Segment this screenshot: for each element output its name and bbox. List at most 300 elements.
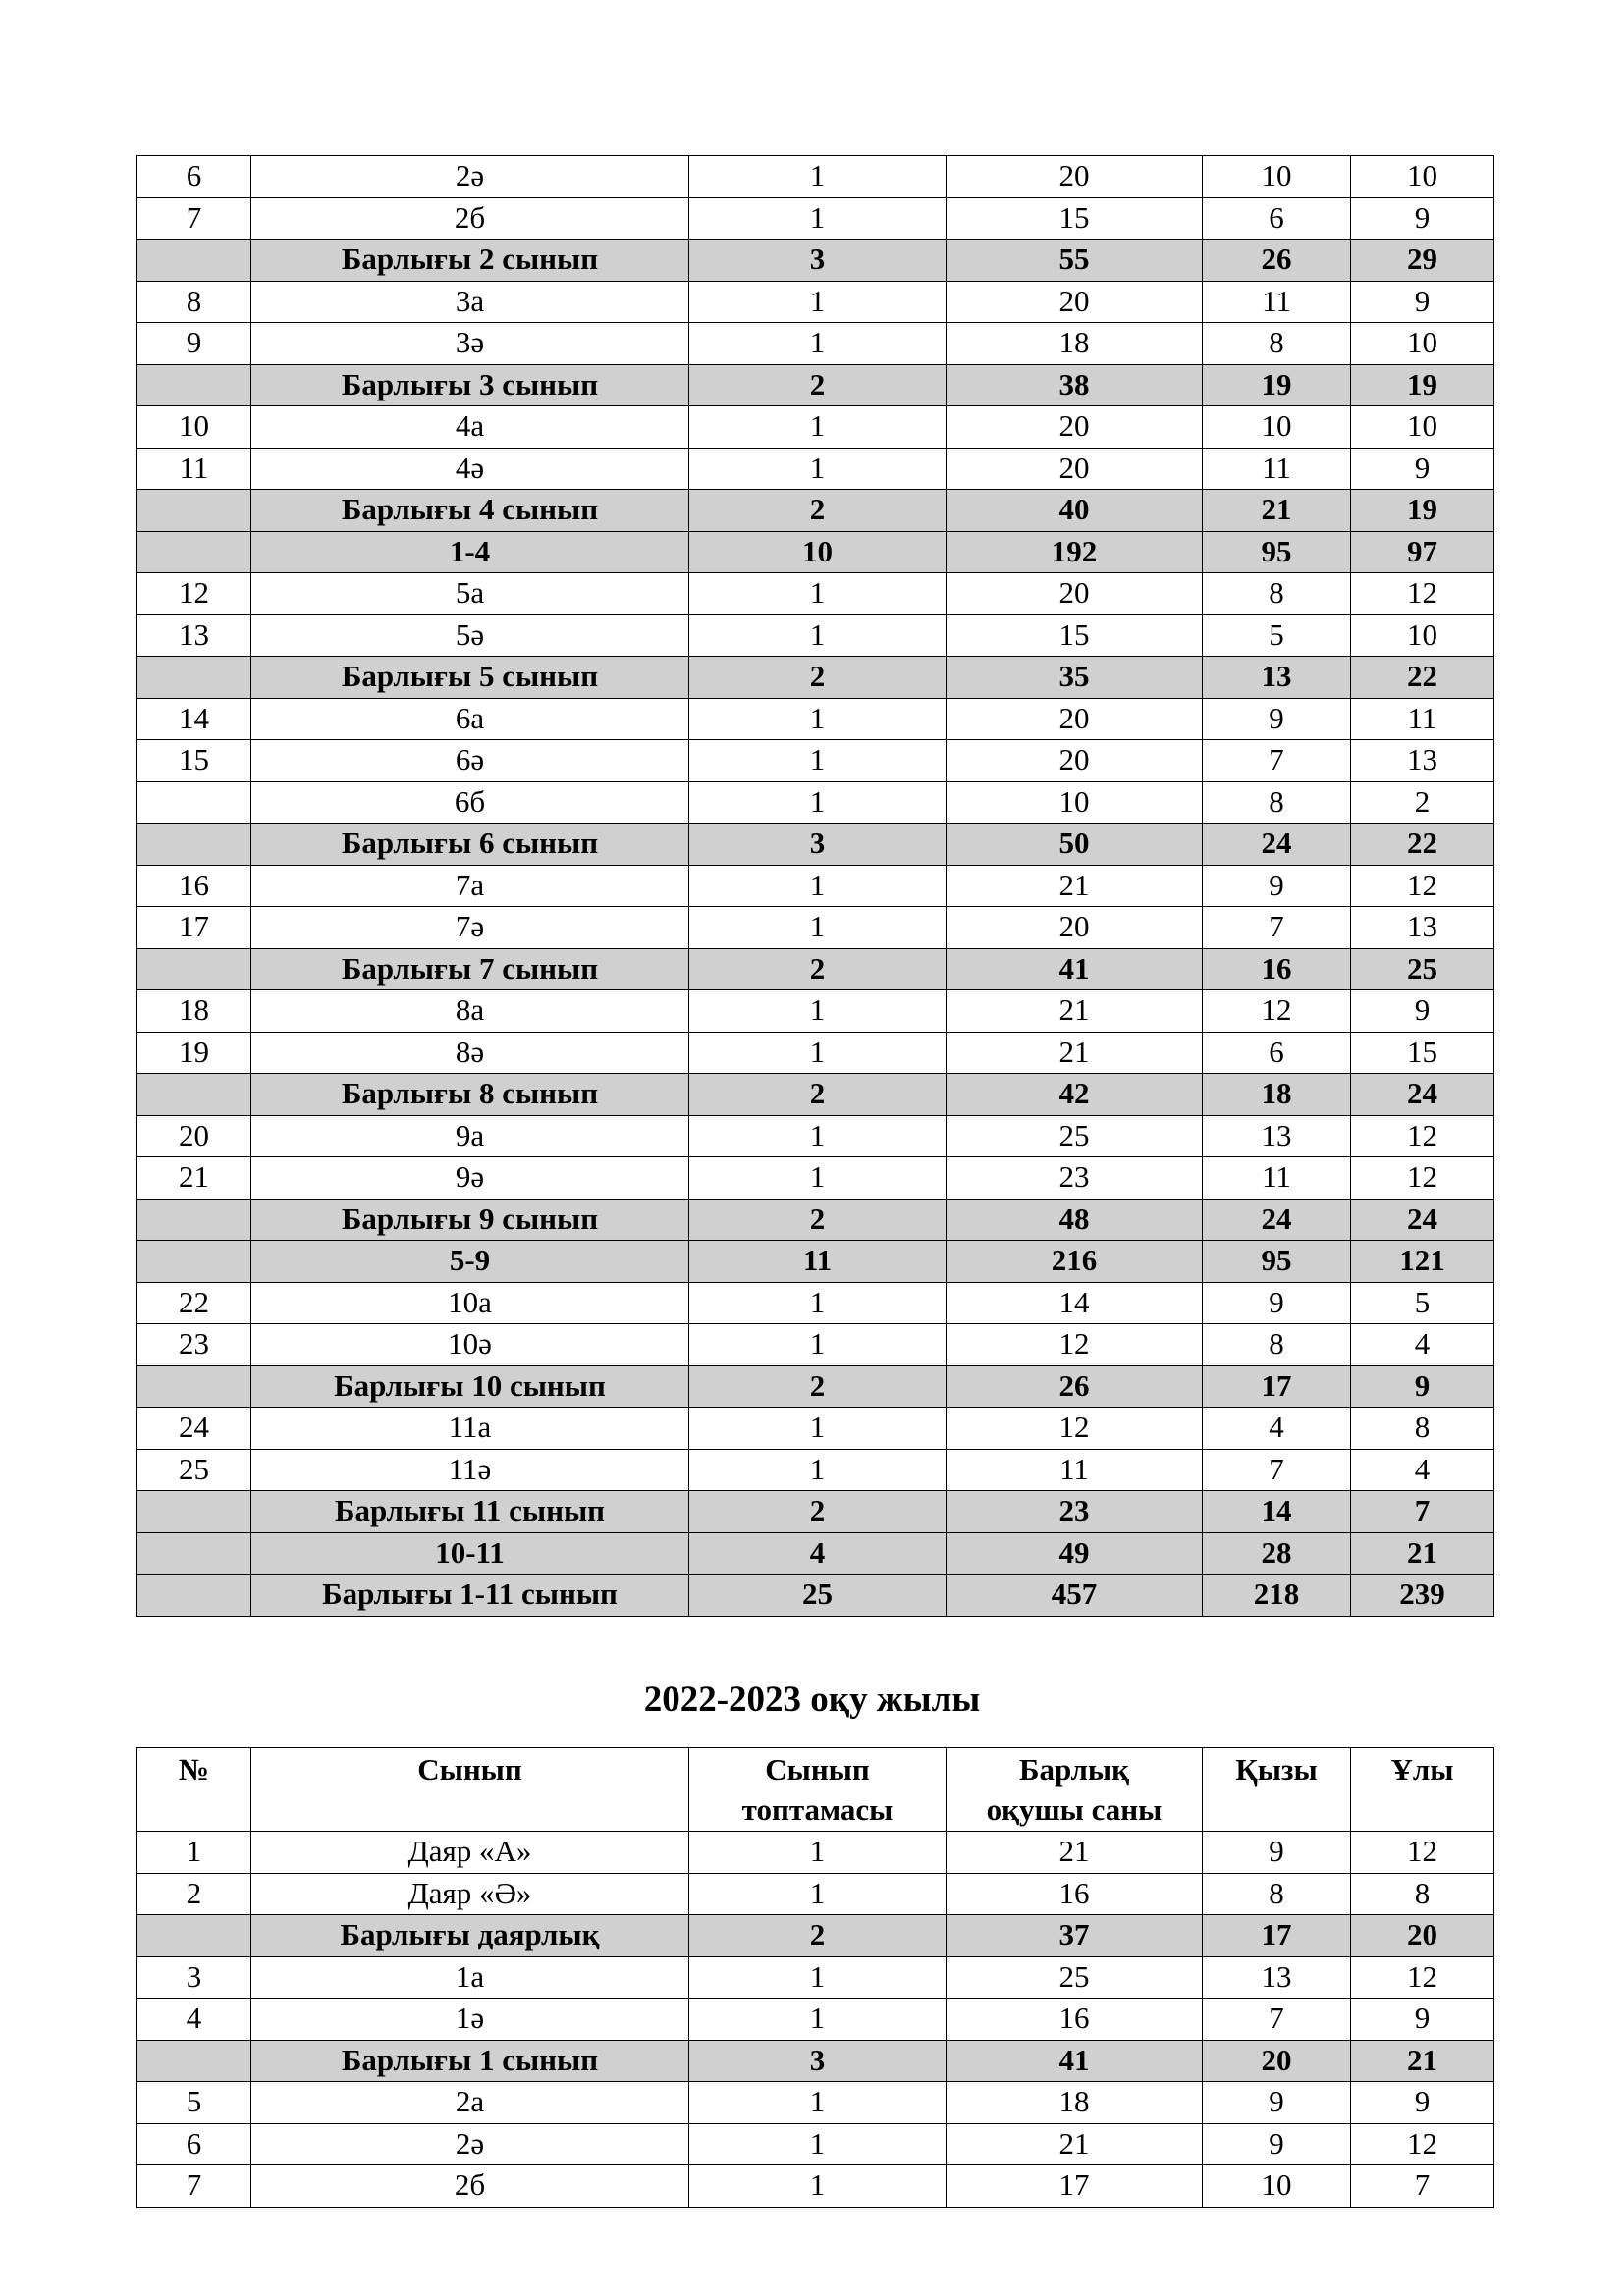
header-total-line2: оқушы саны <box>986 1791 1163 1827</box>
cell-class: 6а <box>251 698 689 740</box>
cell-class: Барлығы 3 сынып <box>251 364 689 406</box>
cell-boys: 12 <box>1351 573 1494 615</box>
cell-total: 55 <box>947 240 1203 282</box>
cell-groups: 1 <box>689 281 947 323</box>
header-groups <box>689 1748 947 1832</box>
summary-row <box>137 531 1494 573</box>
cell-total: 20 <box>947 156 1203 198</box>
table-row <box>137 1832 1494 1874</box>
cell-groups: 1 <box>689 990 947 1033</box>
cell-no: 25 <box>137 1449 251 1491</box>
cell-no <box>137 1074 251 1116</box>
cell-no <box>137 490 251 532</box>
cell-groups: 1 <box>689 614 947 657</box>
cell-girls: 9 <box>1203 1832 1351 1874</box>
cell-girls: 28 <box>1203 1532 1351 1575</box>
cell-no <box>137 657 251 699</box>
cell-groups: 1 <box>689 1956 947 1999</box>
table-row <box>137 323 1494 365</box>
cell-no: 6 <box>137 156 251 198</box>
cell-total: 12 <box>947 1324 1203 1366</box>
table-row <box>137 907 1494 949</box>
cell-class: 1ә <box>251 1999 689 2041</box>
cell-total: 14 <box>947 1282 1203 1324</box>
cell-girls: 7 <box>1203 740 1351 782</box>
cell-girls: 13 <box>1203 1115 1351 1157</box>
cell-no: 7 <box>137 2165 251 2208</box>
cell-girls: 10 <box>1203 406 1351 449</box>
cell-girls: 13 <box>1203 657 1351 699</box>
enrollment-table-body <box>137 156 1494 1617</box>
cell-boys: 12 <box>1351 1157 1494 1200</box>
cell-no: 4 <box>137 1999 251 2041</box>
cell-boys: 22 <box>1351 657 1494 699</box>
cell-boys: 9 <box>1351 2082 1494 2124</box>
table-header-row <box>137 1748 1494 1832</box>
cell-no: 10 <box>137 406 251 449</box>
enrollment-table-body <box>137 1832 1494 2208</box>
cell-total: 41 <box>947 2040 1203 2082</box>
cell-groups: 1 <box>689 323 947 365</box>
cell-boys: 12 <box>1351 1115 1494 1157</box>
cell-girls: 24 <box>1203 824 1351 866</box>
cell-groups: 1 <box>689 2082 947 2124</box>
cell-total: 15 <box>947 614 1203 657</box>
summary-row <box>137 948 1494 990</box>
cell-total: 38 <box>947 364 1203 406</box>
summary-row <box>137 1241 1494 1283</box>
cell-class: 10а <box>251 1282 689 1324</box>
cell-girls: 21 <box>1203 490 1351 532</box>
summary-row <box>137 1532 1494 1575</box>
cell-boys: 10 <box>1351 406 1494 449</box>
cell-girls: 19 <box>1203 364 1351 406</box>
cell-girls: 9 <box>1203 2082 1351 2124</box>
cell-boys: 12 <box>1351 2123 1494 2165</box>
cell-class: 11ә <box>251 1449 689 1491</box>
cell-no: 11 <box>137 448 251 490</box>
cell-groups: 25 <box>689 1575 947 1617</box>
summary-row <box>137 1365 1494 1408</box>
summary-row <box>137 240 1494 282</box>
table-row <box>137 865 1494 907</box>
cell-no <box>137 1365 251 1408</box>
cell-class: Барлығы 11 сынып <box>251 1491 689 1533</box>
cell-no: 12 <box>137 573 251 615</box>
cell-total: 21 <box>947 865 1203 907</box>
cell-class: Барлығы даярлық <box>251 1915 689 1957</box>
cell-groups: 2 <box>689 657 947 699</box>
cell-groups: 4 <box>689 1532 947 1575</box>
table-row <box>137 614 1494 657</box>
cell-no <box>137 531 251 573</box>
cell-boys: 9 <box>1351 1365 1494 1408</box>
header-groups-line1: Сынып <box>765 1752 870 1787</box>
cell-boys: 12 <box>1351 1832 1494 1874</box>
cell-groups: 3 <box>689 824 947 866</box>
cell-groups: 1 <box>689 907 947 949</box>
cell-no <box>137 2040 251 2082</box>
cell-no: 9 <box>137 323 251 365</box>
cell-boys: 10 <box>1351 323 1494 365</box>
summary-row <box>137 657 1494 699</box>
cell-class: Барлығы 7 сынып <box>251 948 689 990</box>
table-row <box>137 1449 1494 1491</box>
cell-no: 21 <box>137 1157 251 1200</box>
cell-class: 6б <box>251 781 689 824</box>
cell-groups: 10 <box>689 531 947 573</box>
table-row <box>137 448 1494 490</box>
cell-girls: 9 <box>1203 1282 1351 1324</box>
table-row <box>137 573 1494 615</box>
cell-groups: 1 <box>689 781 947 824</box>
cell-girls: 14 <box>1203 1491 1351 1533</box>
cell-class: Барлығы 4 сынып <box>251 490 689 532</box>
cell-girls: 20 <box>1203 2040 1351 2082</box>
cell-no: 7 <box>137 197 251 240</box>
cell-groups: 1 <box>689 1282 947 1324</box>
cell-girls: 8 <box>1203 1324 1351 1366</box>
table-row <box>137 1873 1494 1915</box>
cell-class: Даяр «А» <box>251 1832 689 1874</box>
cell-girls: 6 <box>1203 1032 1351 1074</box>
cell-total: 20 <box>947 573 1203 615</box>
cell-total: 21 <box>947 1832 1203 1874</box>
cell-girls: 8 <box>1203 323 1351 365</box>
cell-girls: 18 <box>1203 1074 1351 1116</box>
cell-total: 25 <box>947 1115 1203 1157</box>
cell-total: 23 <box>947 1491 1203 1533</box>
cell-girls: 24 <box>1203 1199 1351 1241</box>
cell-class: 5-9 <box>251 1241 689 1283</box>
cell-no: 2 <box>137 1873 251 1915</box>
cell-groups: 1 <box>689 2165 947 2208</box>
cell-girls: 4 <box>1203 1408 1351 1450</box>
cell-groups: 2 <box>689 948 947 990</box>
cell-class: 7а <box>251 865 689 907</box>
cell-class: 4а <box>251 406 689 449</box>
cell-no <box>137 948 251 990</box>
cell-no: 24 <box>137 1408 251 1450</box>
cell-groups: 11 <box>689 1241 947 1283</box>
cell-groups: 1 <box>689 406 947 449</box>
cell-girls: 11 <box>1203 281 1351 323</box>
cell-girls: 95 <box>1203 531 1351 573</box>
cell-class: 9ә <box>251 1157 689 1200</box>
cell-total: 11 <box>947 1449 1203 1491</box>
cell-total: 35 <box>947 657 1203 699</box>
cell-class: 10-11 <box>251 1532 689 1575</box>
cell-total: 20 <box>947 907 1203 949</box>
table-row <box>137 1032 1494 1074</box>
cell-no <box>137 781 251 824</box>
header-total <box>947 1748 1203 1832</box>
cell-class: 9а <box>251 1115 689 1157</box>
cell-total: 49 <box>947 1532 1203 1575</box>
cell-boys: 2 <box>1351 781 1494 824</box>
cell-groups: 1 <box>689 1324 947 1366</box>
cell-boys: 13 <box>1351 740 1494 782</box>
cell-boys: 12 <box>1351 865 1494 907</box>
cell-class: 3а <box>251 281 689 323</box>
cell-girls: 8 <box>1203 573 1351 615</box>
cell-groups: 3 <box>689 2040 947 2082</box>
cell-class: 8ә <box>251 1032 689 1074</box>
cell-boys: 20 <box>1351 1915 1494 1957</box>
cell-no: 19 <box>137 1032 251 1074</box>
cell-total: 42 <box>947 1074 1203 1116</box>
cell-class: 8а <box>251 990 689 1033</box>
cell-groups: 2 <box>689 1074 947 1116</box>
cell-no: 16 <box>137 865 251 907</box>
cell-boys: 24 <box>1351 1074 1494 1116</box>
cell-total: 18 <box>947 2082 1203 2124</box>
cell-total: 41 <box>947 948 1203 990</box>
cell-class: Барлығы 9 сынып <box>251 1199 689 1241</box>
table-row <box>137 781 1494 824</box>
summary-row <box>137 1074 1494 1116</box>
cell-class: Барлығы 1-11 сынып <box>251 1575 689 1617</box>
cell-girls: 13 <box>1203 1956 1351 1999</box>
cell-boys: 239 <box>1351 1575 1494 1617</box>
cell-boys: 10 <box>1351 156 1494 198</box>
cell-total: 16 <box>947 1873 1203 1915</box>
cell-no: 3 <box>137 1956 251 1999</box>
cell-no <box>137 1575 251 1617</box>
cell-girls: 5 <box>1203 614 1351 657</box>
cell-girls: 9 <box>1203 2123 1351 2165</box>
cell-groups: 1 <box>689 740 947 782</box>
cell-total: 23 <box>947 1157 1203 1200</box>
cell-boys: 121 <box>1351 1241 1494 1283</box>
cell-total: 192 <box>947 531 1203 573</box>
summary-row <box>137 490 1494 532</box>
table-row <box>137 197 1494 240</box>
cell-total: 20 <box>947 281 1203 323</box>
cell-no: 22 <box>137 1282 251 1324</box>
cell-class: 6ә <box>251 740 689 782</box>
header-class: Сынып <box>251 1748 689 1832</box>
cell-girls: 17 <box>1203 1365 1351 1408</box>
cell-no <box>137 824 251 866</box>
cell-total: 40 <box>947 490 1203 532</box>
cell-boys: 9 <box>1351 281 1494 323</box>
cell-girls: 8 <box>1203 781 1351 824</box>
cell-girls: 7 <box>1203 907 1351 949</box>
cell-boys: 12 <box>1351 1956 1494 1999</box>
cell-groups: 1 <box>689 448 947 490</box>
cell-girls: 11 <box>1203 1157 1351 1200</box>
cell-class: 7ә <box>251 907 689 949</box>
cell-boys: 7 <box>1351 1491 1494 1533</box>
cell-girls: 218 <box>1203 1575 1351 1617</box>
summary-row <box>137 1199 1494 1241</box>
cell-class: Барлығы 1 сынып <box>251 2040 689 2082</box>
cell-girls: 10 <box>1203 156 1351 198</box>
cell-class: 5ә <box>251 614 689 657</box>
cell-girls: 12 <box>1203 990 1351 1033</box>
cell-girls: 7 <box>1203 1449 1351 1491</box>
table-row <box>137 2123 1494 2165</box>
table-row <box>137 406 1494 449</box>
table-row <box>137 156 1494 198</box>
summary-row <box>137 824 1494 866</box>
header-boys: Ұлы <box>1351 1748 1494 1832</box>
cell-boys: 9 <box>1351 197 1494 240</box>
cell-boys: 9 <box>1351 1999 1494 2041</box>
cell-no <box>137 1199 251 1241</box>
cell-class: 4ә <box>251 448 689 490</box>
cell-total: 37 <box>947 1915 1203 1957</box>
cell-groups: 2 <box>689 1915 947 1957</box>
header-no: № <box>137 1748 251 1832</box>
cell-girls: 7 <box>1203 1999 1351 2041</box>
cell-total: 50 <box>947 824 1203 866</box>
header-groups-line2: топтамасы <box>741 1791 893 1827</box>
cell-groups: 1 <box>689 865 947 907</box>
cell-total: 20 <box>947 406 1203 449</box>
cell-boys: 25 <box>1351 948 1494 990</box>
cell-boys: 9 <box>1351 990 1494 1033</box>
cell-total: 16 <box>947 1999 1203 2041</box>
cell-boys: 21 <box>1351 1532 1494 1575</box>
cell-total: 21 <box>947 2123 1203 2165</box>
cell-boys: 21 <box>1351 2040 1494 2082</box>
cell-groups: 1 <box>689 1999 947 2041</box>
cell-no: 18 <box>137 990 251 1033</box>
cell-no <box>137 240 251 282</box>
cell-girls: 26 <box>1203 240 1351 282</box>
cell-groups: 2 <box>689 1365 947 1408</box>
cell-boys: 8 <box>1351 1873 1494 1915</box>
cell-class: 2ә <box>251 156 689 198</box>
summary-row <box>137 2040 1494 2082</box>
table-row <box>137 2165 1494 2208</box>
cell-groups: 2 <box>689 364 947 406</box>
cell-no: 17 <box>137 907 251 949</box>
cell-class: 11а <box>251 1408 689 1450</box>
cell-boys: 10 <box>1351 614 1494 657</box>
cell-groups: 1 <box>689 698 947 740</box>
cell-no: 5 <box>137 2082 251 2124</box>
cell-total: 20 <box>947 698 1203 740</box>
cell-total: 17 <box>947 2165 1203 2208</box>
summary-row <box>137 1575 1494 1617</box>
cell-total: 10 <box>947 781 1203 824</box>
cell-class: Барлығы 6 сынып <box>251 824 689 866</box>
cell-class: 5а <box>251 573 689 615</box>
table-row <box>137 1157 1494 1200</box>
cell-boys: 24 <box>1351 1199 1494 1241</box>
cell-no: 23 <box>137 1324 251 1366</box>
cell-no <box>137 364 251 406</box>
cell-total: 20 <box>947 740 1203 782</box>
cell-groups: 1 <box>689 1032 947 1074</box>
cell-boys: 19 <box>1351 364 1494 406</box>
cell-total: 26 <box>947 1365 1203 1408</box>
cell-boys: 7 <box>1351 2165 1494 2208</box>
cell-groups: 3 <box>689 240 947 282</box>
cell-girls: 11 <box>1203 448 1351 490</box>
cell-class: Барлығы 5 сынып <box>251 657 689 699</box>
cell-girls: 9 <box>1203 698 1351 740</box>
cell-no: 14 <box>137 698 251 740</box>
table-row <box>137 1324 1494 1366</box>
cell-class: 1а <box>251 1956 689 1999</box>
cell-groups: 1 <box>689 1157 947 1200</box>
cell-class: 2б <box>251 197 689 240</box>
cell-girls: 6 <box>1203 197 1351 240</box>
cell-boys: 97 <box>1351 531 1494 573</box>
cell-total: 18 <box>947 323 1203 365</box>
cell-boys: 5 <box>1351 1282 1494 1324</box>
cell-boys: 13 <box>1351 907 1494 949</box>
enrollment-table-2022-2023 <box>136 1747 1494 2208</box>
section-title: 2022-2023 оқу жылы <box>643 1680 981 1720</box>
cell-class: Барлығы 2 сынып <box>251 240 689 282</box>
cell-groups: 1 <box>689 2123 947 2165</box>
cell-class: 2б <box>251 2165 689 2208</box>
cell-girls: 17 <box>1203 1915 1351 1957</box>
cell-class: 1-4 <box>251 531 689 573</box>
summary-row <box>137 1491 1494 1533</box>
cell-total: 21 <box>947 990 1203 1033</box>
cell-total: 48 <box>947 1199 1203 1241</box>
cell-total: 20 <box>947 448 1203 490</box>
cell-class: 2а <box>251 2082 689 2124</box>
cell-no <box>137 1532 251 1575</box>
cell-no: 15 <box>137 740 251 782</box>
cell-no: 1 <box>137 1832 251 1874</box>
table-row <box>137 990 1494 1033</box>
cell-boys: 8 <box>1351 1408 1494 1450</box>
cell-groups: 2 <box>689 1199 947 1241</box>
table-row <box>137 740 1494 782</box>
cell-groups: 1 <box>689 573 947 615</box>
cell-total: 15 <box>947 197 1203 240</box>
cell-groups: 1 <box>689 1115 947 1157</box>
cell-groups: 1 <box>689 1832 947 1874</box>
enrollment-table-previous <box>136 155 1494 1617</box>
cell-groups: 2 <box>689 490 947 532</box>
cell-boys: 4 <box>1351 1324 1494 1366</box>
cell-groups: 1 <box>689 1873 947 1915</box>
table-row <box>137 2082 1494 2124</box>
cell-groups: 1 <box>689 156 947 198</box>
cell-total: 12 <box>947 1408 1203 1450</box>
table-row <box>137 1115 1494 1157</box>
cell-groups: 1 <box>689 1408 947 1450</box>
table-row <box>137 698 1494 740</box>
header-total-line1: Барлық <box>1019 1752 1129 1787</box>
cell-boys: 15 <box>1351 1032 1494 1074</box>
cell-no <box>137 1241 251 1283</box>
cell-girls: 9 <box>1203 865 1351 907</box>
cell-girls: 95 <box>1203 1241 1351 1283</box>
cell-class: 2ә <box>251 2123 689 2165</box>
table-row <box>137 1956 1494 1999</box>
summary-row <box>137 364 1494 406</box>
cell-total: 457 <box>947 1575 1203 1617</box>
cell-girls: 16 <box>1203 948 1351 990</box>
table-row <box>137 1999 1494 2041</box>
cell-no: 20 <box>137 1115 251 1157</box>
cell-no: 13 <box>137 614 251 657</box>
cell-no <box>137 1915 251 1957</box>
cell-total: 21 <box>947 1032 1203 1074</box>
table-row <box>137 1282 1494 1324</box>
cell-no: 6 <box>137 2123 251 2165</box>
